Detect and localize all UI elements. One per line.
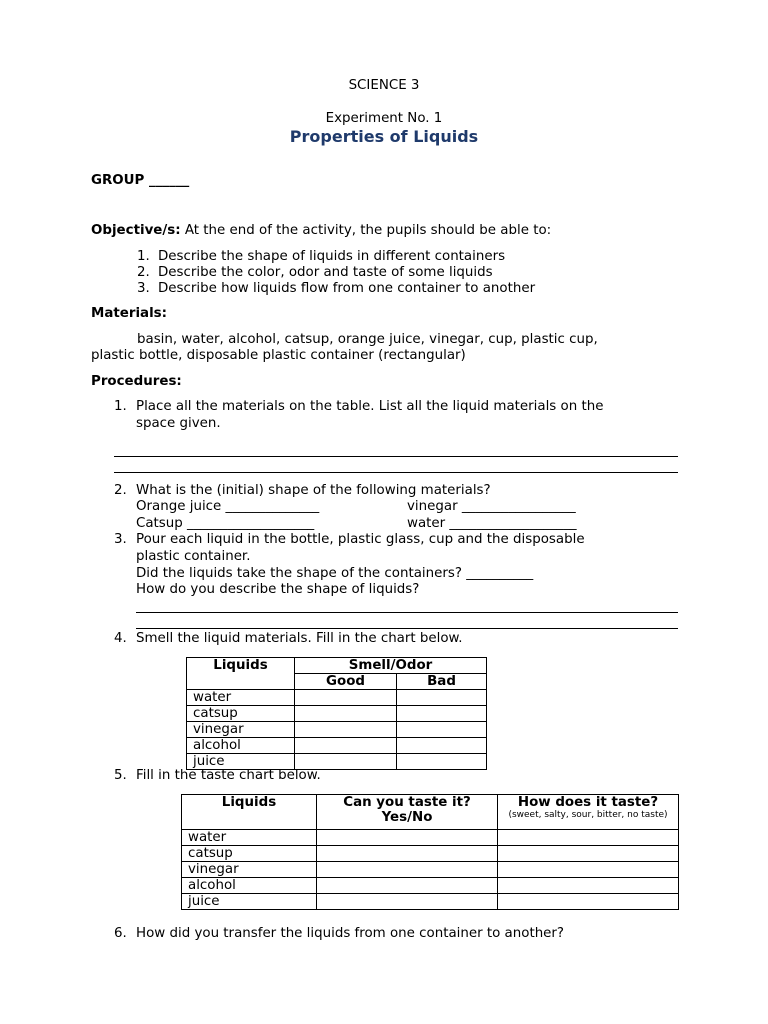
smell-chart — [186, 657, 487, 770]
table-row — [182, 894, 679, 910]
objectives-intro — [91, 223, 551, 239]
taste-col-how — [498, 795, 679, 830]
bad-cell[interactable] — [397, 706, 487, 722]
step4-text: Smell the liquid materials. Fill in the chart below. — [136, 631, 463, 646]
can-taste-cell[interactable] — [317, 894, 498, 910]
taste-chart — [181, 794, 679, 910]
taste-col-can-taste — [317, 795, 498, 830]
how-taste-cell[interactable] — [498, 830, 679, 846]
answer-line[interactable] — [136, 628, 678, 629]
materials-line-1: basin, water, alcohol, catsup, orange juice, vinegar, cup, plastic cup, — [137, 332, 598, 347]
step3-line-4: How do you describe the shape of liquids? — [136, 582, 420, 597]
step-number: 1. — [114, 399, 127, 414]
step3-take-shape-blank[interactable]: Did the liquids take the shape of the containers? __________ — [136, 566, 534, 581]
vinegar-shape-blank[interactable]: vinegar _________________ — [407, 499, 576, 514]
can-taste-cell[interactable] — [317, 846, 498, 862]
bad-cell[interactable] — [397, 738, 487, 754]
table-row — [182, 862, 679, 878]
good-cell[interactable] — [295, 690, 397, 706]
smell-col-bad: Bad — [397, 674, 487, 690]
can-taste-cell[interactable] — [317, 862, 498, 878]
orange-juice-shape-blank[interactable]: Orange juice ______________ — [136, 499, 320, 514]
objective-item: 2. — [137, 265, 150, 280]
step-number: 3. — [114, 532, 127, 547]
can-taste-cell[interactable] — [317, 878, 498, 894]
step-number: 4. — [114, 631, 127, 646]
liquid-name: water — [187, 690, 295, 706]
step1-line-2: space given. — [136, 416, 221, 431]
objective-item-text: Describe the shape of liquids in different containers — [158, 249, 506, 264]
objective-item: 3. — [137, 281, 150, 296]
table-row — [182, 830, 679, 846]
table-row — [182, 846, 679, 862]
liquid-name: juice — [182, 894, 317, 910]
step6-text: How did you transfer the liquids from one container to another? — [136, 926, 565, 941]
answer-line[interactable] — [114, 472, 678, 473]
page-title: Properties of Liquids — [289, 127, 479, 146]
liquid-name: alcohol — [187, 738, 295, 754]
step1-line-1: Place all the materials on the table. List all the liquid materials on the — [136, 399, 604, 414]
materials-label: Materials: — [91, 306, 167, 321]
can-taste-cell[interactable] — [317, 830, 498, 846]
step3-line-2: plastic container. — [136, 549, 251, 564]
how-taste-cell[interactable] — [498, 894, 679, 910]
can-taste-heading: Can you taste it? — [343, 795, 471, 810]
smell-col-group: Smell/Odor — [295, 658, 487, 674]
good-cell[interactable] — [295, 706, 397, 722]
table-row — [187, 722, 487, 738]
experiment-number: Experiment No. 1 — [325, 111, 443, 126]
bad-cell[interactable] — [397, 690, 487, 706]
table-row — [187, 690, 487, 706]
smell-col-liquids: Liquids — [187, 658, 295, 690]
liquid-name: vinegar — [182, 862, 317, 878]
objective-item: 1. — [137, 249, 150, 264]
answer-line[interactable] — [114, 456, 678, 457]
step2-question: What is the (initial) shape of the following materials? — [136, 483, 491, 498]
how-taste-cell[interactable] — [498, 846, 679, 862]
bad-cell[interactable] — [397, 754, 487, 770]
procedures-label: Procedures: — [91, 374, 182, 389]
step-number: 5. — [114, 768, 127, 783]
liquid-name: catsup — [187, 706, 295, 722]
table-row — [187, 738, 487, 754]
how-taste-cell[interactable] — [498, 862, 679, 878]
good-cell[interactable] — [295, 722, 397, 738]
materials-line-2: plastic bottle, disposable plastic container (rectangular) — [91, 348, 466, 363]
objectives-intro-text: At the end of the activity, the pupils should be able to: — [184, 223, 552, 238]
liquid-name: water — [182, 830, 317, 846]
answer-line[interactable] — [136, 612, 678, 613]
can-taste-subheading: Yes/No — [381, 810, 433, 825]
subject-heading: SCIENCE 3 — [348, 78, 420, 93]
liquid-name: juice — [187, 754, 295, 770]
step-number: 2. — [114, 483, 127, 498]
step3-line-1: Pour each liquid in the bottle, plastic glass, cup and the disposable — [136, 532, 585, 547]
objective-item-text: Describe how liquids flow from one container to another — [158, 281, 536, 296]
liquid-name: alcohol — [182, 878, 317, 894]
step5-text: Fill in the taste chart below. — [136, 768, 321, 783]
objective-item-text: Describe the color, odor and taste of some liquids — [158, 265, 493, 280]
group-field: GROUP ______ — [91, 173, 190, 188]
table-row — [182, 878, 679, 894]
catsup-shape-blank[interactable]: Catsup ___________________ — [136, 516, 315, 531]
bad-cell[interactable] — [397, 722, 487, 738]
step-number: 6. — [114, 926, 127, 941]
water-shape-blank[interactable]: water ___________________ — [407, 516, 577, 531]
how-taste-note: (sweet, salty, sour, bitter, no taste) — [508, 810, 668, 820]
smell-col-good: Good — [295, 674, 397, 690]
good-cell[interactable] — [295, 738, 397, 754]
objectives-label: Objective/s: — [91, 223, 181, 238]
table-row — [187, 706, 487, 722]
taste-col-liquids: Liquids — [182, 795, 317, 830]
liquid-name: vinegar — [187, 722, 295, 738]
how-taste-heading: How does it taste? — [517, 795, 659, 810]
how-taste-cell[interactable] — [498, 878, 679, 894]
liquid-name: catsup — [182, 846, 317, 862]
